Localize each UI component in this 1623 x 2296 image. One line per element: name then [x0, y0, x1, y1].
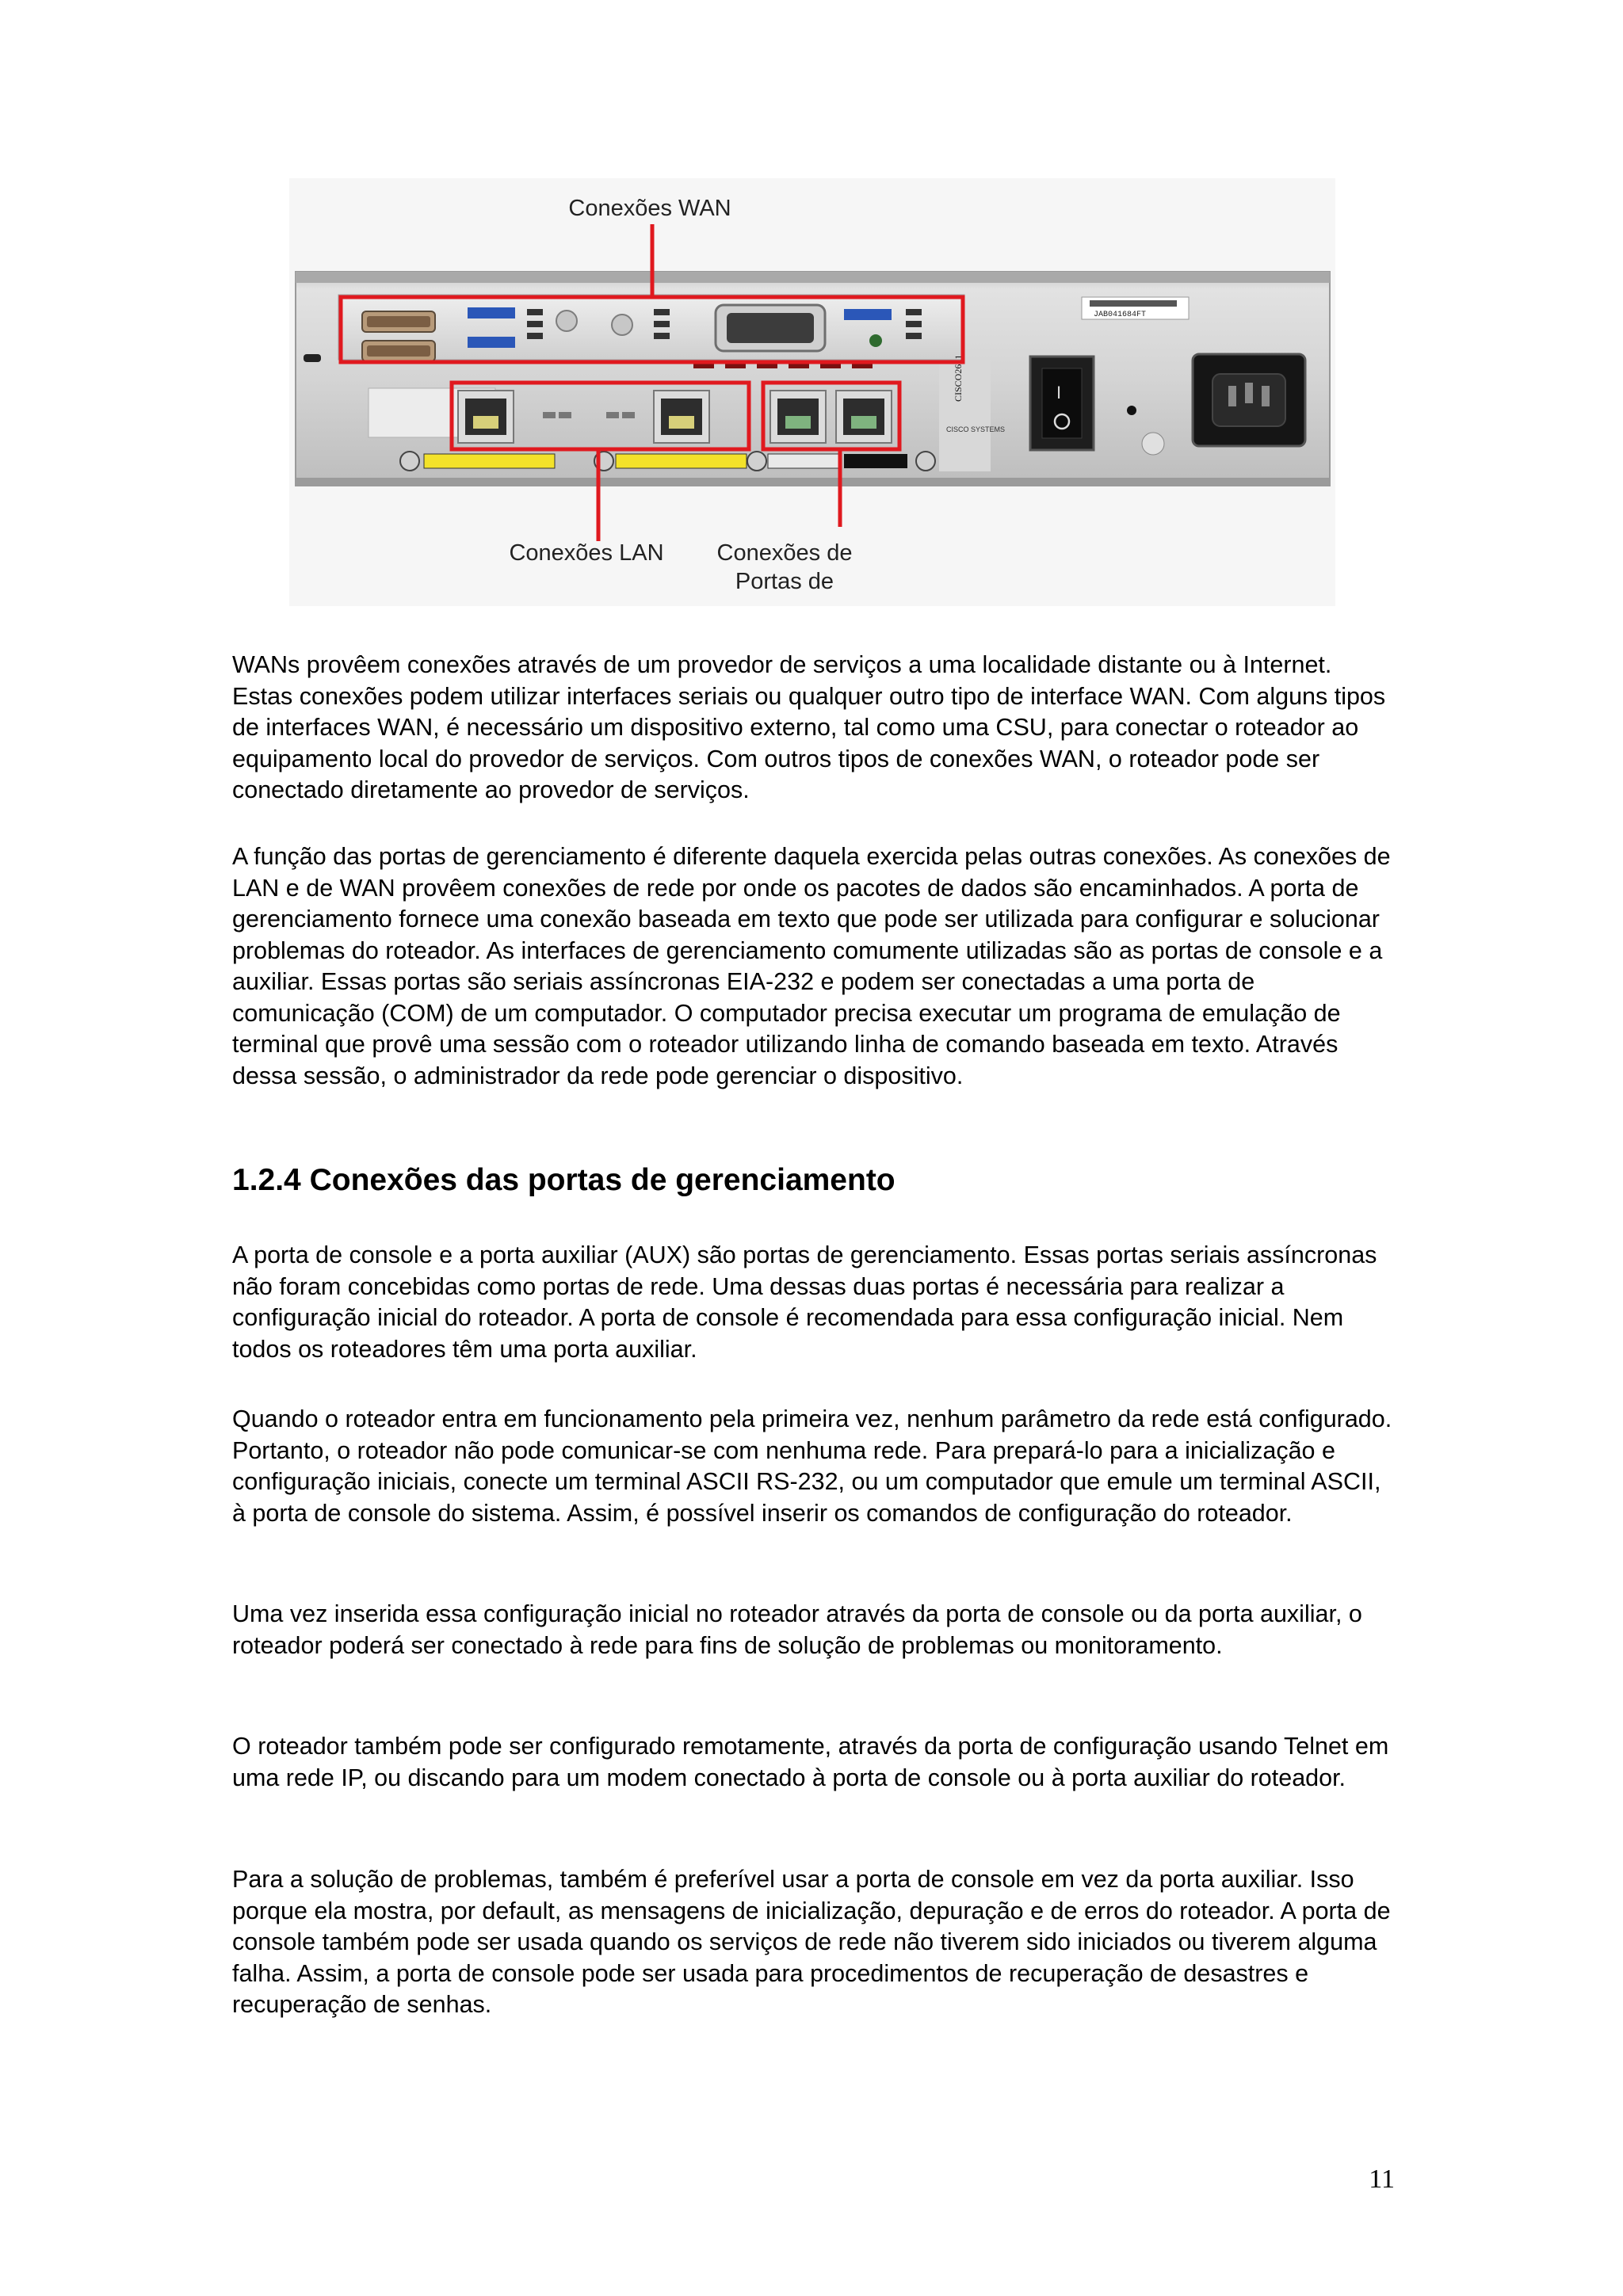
paragraph-console-aux: A porta de console e a porta auxiliar (AUX) são portas de gerenciamento. Essas portas seriais assíncronas não foram concebidas como portas de rede. Uma dessas duas portas é necessária para realizar a configuração inicial do roteador. A porta de console é recomendada para essa configuração inicial. Nem todos os roteadores têm uma porta auxiliar. [232, 1241, 1377, 1363]
paragraph-initial-config: Quando o roteador entra em funcionamento pela primeira vez, nenhum parâmetro da rede está configurado. Portanto, o roteador não pode comunicar-se com nenhuma rede. Para prepará-lo para a inicialização e configuração iniciais, conecte um terminal ASCII RS-232, ou um computador que emule um terminal ASCII, à porta de console do sistema. Assim, é possível inserir os comandos de configuração do roteador. [232, 1405, 1392, 1527]
svg-text:CISCO2621: CISCO2621 [953, 354, 964, 402]
svg-text:JAB041684FT: JAB041684FT [1094, 311, 1147, 319]
paragraph-troubleshooting: Para a solução de problemas, também é preferível usar a porta de console em vez da porta auxiliar. Isso porque ela mostra, por default, as mensagens de inicialização, depuração e de erros do roteador. A porta de console também pode ser usada quando os serviços de rede não tiverem sido iniciados ou tiverem alguma falha. Assim, a porta de console pode ser usada para procedimentos de recuperação de desastres e recuperação de senhas. [232, 1866, 1391, 2018]
power-inlet [1193, 354, 1305, 446]
svg-text:CISCO SYSTEMS: CISCO SYSTEMS [946, 425, 1006, 433]
paragraph-wan: WANs provêem conexões através de um provedor de serviços a uma localidade distante ou à Internet. Estas conexões podem utilizar interfaces seriais ou qualquer outro tipo de interface WAN. Com alguns tipos de interfaces WAN, é necessário um dispositivo externo, tal como uma CSU, para conectar o roteador ao equipamento local do provedor de serviços. Com outros tipos de conexões WAN, o roteador pode ser conectado diretamente ao provedor de serviços. [232, 651, 1386, 803]
management-ports-label: Conexões de Portas de [716, 540, 853, 594]
lan-connections-label: Conexões LAN [509, 540, 664, 566]
ethernet-0-0-port [654, 391, 709, 443]
paragraph-remote-config: O roteador também pode ser configurado remotamente, através da porta de configuração usando Telnet em uma rede IP, ou discando para um modem conectado à porta de console ou à porta auxiliar do roteador. [232, 1733, 1389, 1791]
router-figure [289, 178, 1335, 606]
page-number: 11 [1369, 2164, 1395, 2194]
power-switch [1030, 357, 1094, 450]
paragraph-management-function: A função das portas de gerenciamento é diferente daquela exercida pelas outras conexões. As conexões de LAN e de WAN provêem conexões de rede por onde os pacotes de dados são encaminhados. A porta de gerenciamento fornece uma conexão baseada em texto que pode ser utilizada para configurar e solucionar problemas do roteador. As interfaces de gerenciamento comumente utilizadas são as portas de console e a auxiliar. Essas portas são seriais assíncronas EIA-232 e podem ser conectadas a uma porta de comunicação (COM) de um computador. O computador precisa executar um programa de emulação de terminal que provê uma sessão com o roteador utilizando linha de comando baseada em texto. Através dessa sessão, o administrador da rede pode gerenciar o dispositivo. [232, 843, 1391, 1089]
console-port [770, 391, 826, 443]
serial0-connector [362, 341, 435, 361]
ethernet-0-1-port [458, 391, 514, 443]
section-heading: 1.2.4 Conexões das portas de gerenciamento [232, 1163, 896, 1197]
paragraph-after-config: Uma vez inserida essa configuração inicial no roteador através da porta de console ou da porta auxiliar, o roteador poderá ser conectado à rede para fins de solução de problemas ou monitoramento. [232, 1600, 1362, 1659]
aux-port [836, 391, 892, 443]
db60-connector [716, 305, 825, 351]
wan-connections-label: Conexões WAN [568, 196, 731, 221]
svg-text:I: I [1056, 383, 1062, 402]
serial1-connector [362, 311, 435, 332]
